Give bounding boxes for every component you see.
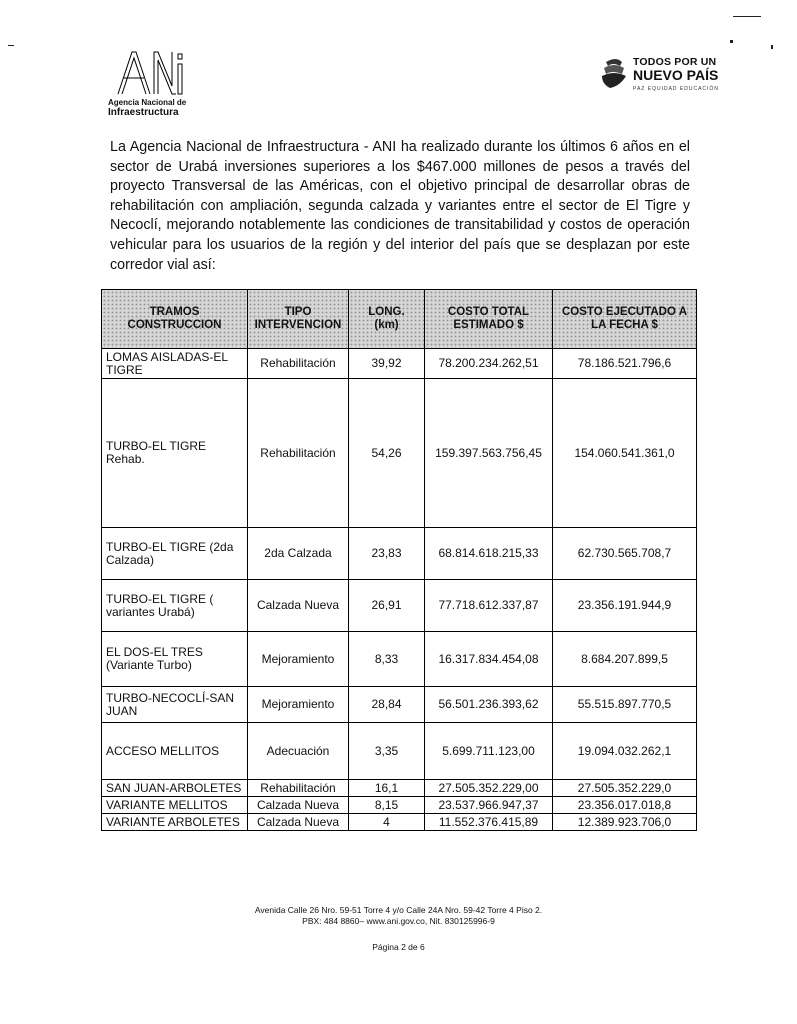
table-row [102,528,697,580]
long-cell: 23,83 [349,528,425,580]
slogan-line-1: TODOS POR UN [633,56,717,68]
investment-table [101,289,697,831]
header-long: LONG. (km) [349,290,425,349]
table-row [102,687,697,723]
ejecutado-cell: 19.094.032.262,1 [553,723,697,780]
tipo-cell: Mejoramiento [248,687,349,723]
tipo-cell: Rehabilitación [248,780,349,797]
tramo-cell: EL DOS-EL TRES (Variante Turbo) [102,632,248,687]
intro-paragraph: La Agencia Nacional de Infraestructura - ANI ha realizado durante los últimos 6 años en el sector de Urabá inversiones superiores a los $467.000 millones de pesos a través del proyecto Transversal de las Américas, con el objetivo principal de desarrollar obras de rehabilitación con ampliación, segunda calzada y variantes entre el sector de El Tigre y Necoclí, mejorando notablemente las condiciones de transitabilidad y costos de operación vehicular para los usuarios de la región y del interior del país que se desplazan por este corredor vial así: [110,139,690,273]
scan-mark [730,40,733,43]
scan-mark [771,45,773,49]
tramo-cell: VARIANTE ARBOLETES [102,814,248,831]
slogan-line-3: PAZ EQUIDAD EDUCACIÓN [633,86,719,92]
table-row [102,797,697,814]
tramo-cell: TURBO-EL TIGRE ( variantes Urabá) [102,580,248,632]
table-row [102,780,697,797]
ejecutado-cell: 23.356.017.018,8 [553,797,697,814]
tipo-cell: Calzada Nueva [248,580,349,632]
table-row [102,580,697,632]
long-cell: 3,35 [349,723,425,780]
estimado-cell: 159.397.563.756,45 [425,379,553,528]
tramo-cell: ACCESO MELLITOS [102,723,248,780]
table-row [102,814,697,831]
estimado-cell: 5.699.711.123,00 [425,723,553,780]
estimado-cell: 11.552.376.415,89 [425,814,553,831]
government-logo [600,52,725,98]
header-tipo: TIPO INTERVENCION [248,290,349,349]
estimado-cell: 77.718.612.337,87 [425,580,553,632]
ani-logo [108,48,188,122]
tramo-cell: LOMAS AISLADAS-EL TIGRE [102,349,248,379]
ejecutado-cell: 12.389.923.706,0 [553,814,697,831]
estimado-cell: 16.317.834.454,08 [425,632,553,687]
ejecutado-cell: 27.505.352.229,0 [553,780,697,797]
footer-address: Avenida Calle 26 Nro. 59-51 Torre 4 y/o Calle 24A Nro. 59-42 Torre 4 Piso 2. [254,905,543,915]
tramo-cell: SAN JUAN-ARBOLETES [102,780,248,797]
colombia-flag-icon [600,56,630,90]
page-number: Página 2 de 6 [372,942,425,952]
tramo-cell: TURBO-NECOCLÍ-SAN JUAN [102,687,248,723]
estimado-cell: 56.501.236.393,62 [425,687,553,723]
estimado-cell: 68.814.618.215,33 [425,528,553,580]
scan-mark [8,45,14,46]
header-costo-ejecutado: COSTO EJECUTADO A LA FECHA $ [553,290,697,349]
tipo-cell: Rehabilitación [248,379,349,528]
ejecutado-cell: 78.186.521.796,6 [553,349,697,379]
tipo-cell: Rehabilitación [248,349,349,379]
table-row [102,723,697,780]
tramo-cell: TURBO-EL TIGRE Rehab. [102,379,248,528]
ejecutado-cell: 55.515.897.770,5 [553,687,697,723]
tipo-cell: Mejoramiento [248,632,349,687]
tipo-cell: Adecuación [248,723,349,780]
tipo-cell: Calzada Nueva [248,797,349,814]
long-cell: 4 [349,814,425,831]
tipo-cell: 2da Calzada [248,528,349,580]
tramo-cell: TURBO-EL TIGRE (2da Calzada) [102,528,248,580]
table-row [102,349,697,379]
table-row [102,632,697,687]
tramo-cell: VARIANTE MELLITOS [102,797,248,814]
ejecutado-cell: 62.730.565.708,7 [553,528,697,580]
long-cell: 54,26 [349,379,425,528]
estimado-cell: 27.505.352.229,00 [425,780,553,797]
logo-infra-line: Infraestructura [108,107,179,118]
ejecutado-cell: 154.060.541.361,0 [553,379,697,528]
slogan-line-2: NUEVO PAÍS [633,67,719,83]
long-cell: 28,84 [349,687,425,723]
ani-logo-mark-icon [114,48,184,98]
ejecutado-cell: 23.356.191.944,9 [553,580,697,632]
logo-agency-line: Agencia Nacional de [108,98,187,107]
long-cell: 8,15 [349,797,425,814]
tipo-cell: Calzada Nueva [248,814,349,831]
table-header-row [102,290,697,349]
ejecutado-cell: 8.684.207.899,5 [553,632,697,687]
scan-mark [733,16,761,17]
estimado-cell: 23.537.966.947,37 [425,797,553,814]
long-cell: 39,92 [349,349,425,379]
table-row [102,379,697,528]
long-cell: 16,1 [349,780,425,797]
long-cell: 26,91 [349,580,425,632]
header-costo-estimado: COSTO TOTAL ESTIMADO $ [425,290,553,349]
footer-contact: PBX: 484 8860– www.ani.gov.co, Nit. 830125996-9 [302,916,495,926]
header-tramos: TRAMOS CONSTRUCCION [102,290,248,349]
estimado-cell: 78.200.234.262,51 [425,349,553,379]
long-cell: 8,33 [349,632,425,687]
